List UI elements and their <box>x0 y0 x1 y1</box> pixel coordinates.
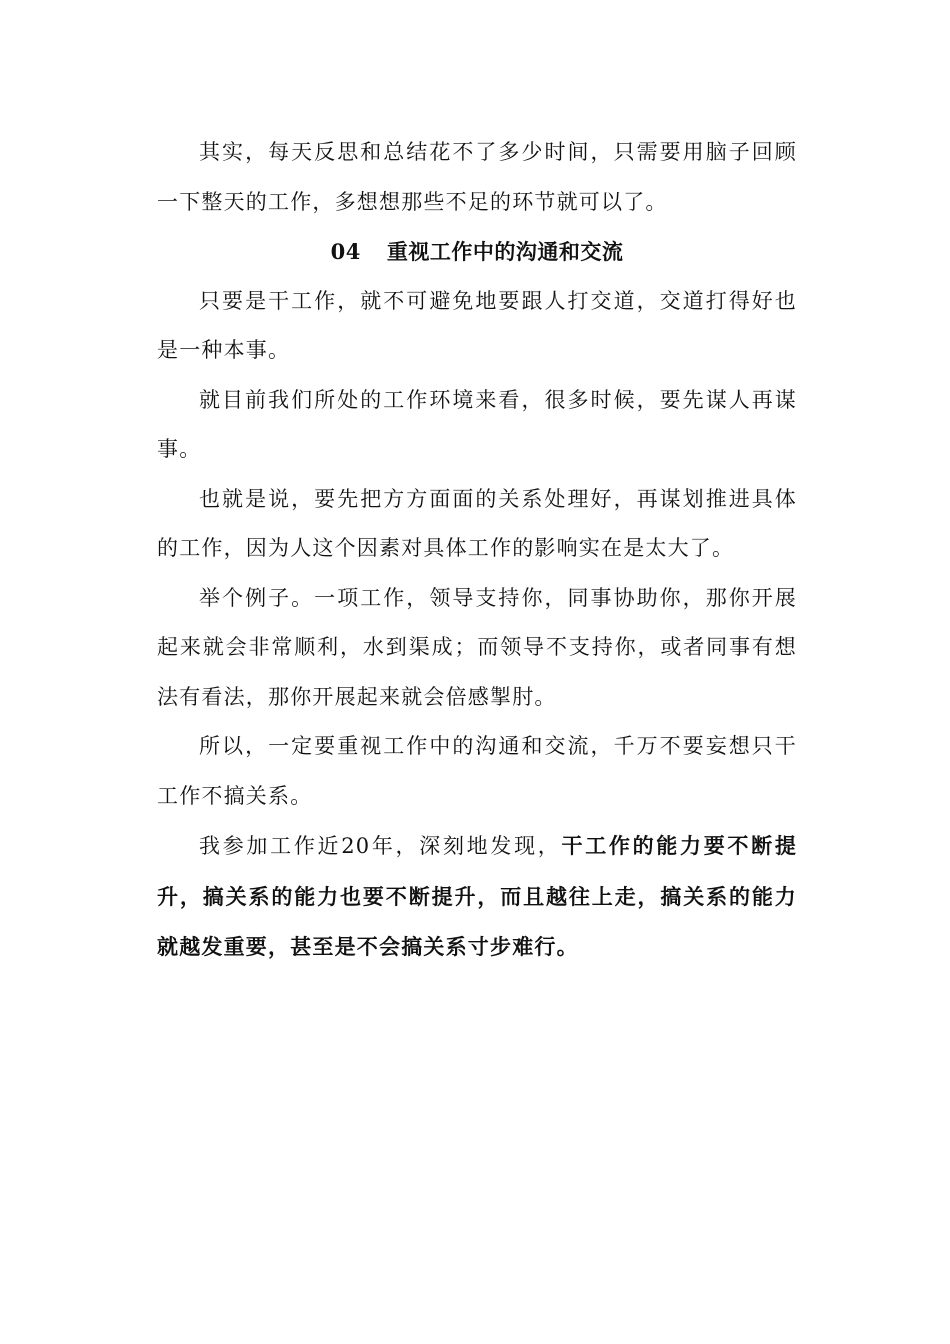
paragraph-work-environment: 就目前我们所处的工作环境来看，很多时候，要先谋人再谋事。 <box>157 387 797 461</box>
paragraph-experience <box>157 821 797 973</box>
paragraph-conclusion: 所以，一定要重视工作中的沟通和交流，千万不要妄想只干工作不搞关系。 <box>157 734 797 808</box>
paragraph-reflection: 其实，每天反思和总结花不了多少时间，只需要用脑子回顾一下整天的工作，多想想那些不足的环节就可以了。 <box>157 140 797 214</box>
section-title: 重视工作中的沟通和交流 <box>386 239 624 264</box>
paragraph-example: 举个例子。一项工作，领导支持你，同事协助你，那你开展起来就会非常顺利，水到渠成；而领导不支持你，或者同事有想法有看法，那你开展起来就会倍感掣肘。 <box>157 585 797 709</box>
document-body <box>157 128 797 973</box>
paragraph-relationships-first: 也就是说，要先把方方面面的关系处理好，再谋划推进具体的工作，因为人这个因素对具体工作的影响实在是太大了。 <box>157 486 797 560</box>
experience-normal-text: 我参加工作近20年，深刻地发现， <box>199 834 562 858</box>
section-heading <box>157 227 797 277</box>
section-number: 04 <box>330 239 361 264</box>
paragraph-dealing-with-people: 只要是干工作，就不可避免地要跟人打交道，交道打得好也是一种本事。 <box>157 288 797 362</box>
experience-bold-text: 干工作的能力要不断提升，搞关系的能力也要不断提升，而且越往上走，搞关系的能力就越发重要，甚至是不会搞关系寸步难行。 <box>157 833 798 959</box>
